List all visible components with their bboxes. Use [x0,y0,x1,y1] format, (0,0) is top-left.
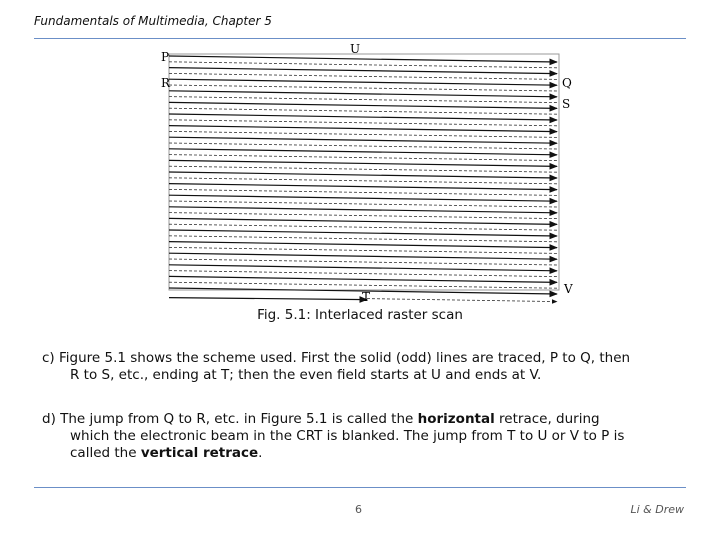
figure-caption: Fig. 5.1: Interlaced raster scan [257,307,463,323]
even-field-scan-line [169,236,557,242]
odd-field-scan-line [169,137,557,143]
scan-lines-group [169,56,557,302]
odd-field-scan-line [169,265,557,271]
odd-field-scan-line [169,172,557,178]
even-field-scan-line [169,131,557,137]
paragraph-c [42,350,682,384]
even-field-scan-line [169,166,557,172]
even-field-scan-line [169,259,557,265]
interlaced-raster-scan-figure [155,40,585,305]
odd-field-scan-line [169,160,557,166]
odd-field-scan-line [169,149,557,155]
odd-field-scan-line [169,79,557,85]
paragraph-d-line-1 [42,411,682,428]
scan-line-to-v [367,299,557,302]
odd-field-scan-line [169,253,557,259]
label-t: T [362,290,371,304]
scan-line-to-t [169,298,367,300]
header-divider [34,38,686,39]
even-field-scan-line [169,97,557,103]
odd-field-scan-line [169,126,557,132]
label-r: R [161,76,171,90]
paragraph-d-term-vertical-retrace: vertical retrace [140,445,259,461]
label-v: V [564,282,573,296]
odd-field-scan-line [169,91,557,97]
raster-scan-diagram [155,40,585,305]
odd-field-scan-line [169,242,557,248]
paragraph-d-term-horizontal: horizontal [417,411,495,427]
footer-authors: Li & Drew [630,503,684,516]
footer-divider [34,487,686,488]
even-field-scan-line [169,201,557,207]
label-p: P [161,50,170,64]
paragraph-d-line-3 [42,445,682,462]
even-field-scan-line [169,213,557,219]
label-s: S [562,97,571,111]
label-u: U [350,42,361,56]
odd-field-scan-line [169,102,557,108]
paragraph-d-line-3-text: called the [70,445,141,461]
even-field-scan-line [169,189,557,195]
odd-field-scan-line [169,230,557,236]
paragraph-d-line-1-end: retrace, during [494,411,600,427]
paragraph-c-line-1: c) Figure 5.1 shows the scheme used. First the solid (odd) lines are traced, P to Q, then [42,350,631,366]
even-field-scan-line [169,271,557,277]
even-field-scan-line [169,120,557,126]
odd-field-scan-line [169,218,557,224]
paragraph-d [42,411,682,462]
paragraph-c-line-2: R to S, etc., ending at T; then the even field starts at U and ends at V. [70,367,542,383]
even-field-scan-line [169,247,557,253]
even-field-scan-line [169,73,557,79]
paragraph-d-line-1-text: d) The jump from Q to R, etc. in Figure 5.1 is called the [42,411,418,427]
odd-field-scan-line [169,114,557,120]
odd-field-scan-line [169,56,557,62]
odd-field-scan-line [169,195,557,201]
even-field-scan-line [169,143,557,149]
odd-field-scan-line [169,276,557,282]
odd-field-scan-line [169,184,557,190]
even-field-scan-line [169,62,557,68]
even-field-scan-line [169,108,557,114]
slide-header-title: Fundamentals of Multimedia, Chapter 5 [34,14,272,28]
even-field-scan-line [169,85,557,91]
even-field-scan-line [169,155,557,161]
odd-field-scan-line [169,68,557,74]
even-field-scan-line [169,178,557,184]
odd-field-scan-line [169,207,557,213]
page-number: 6 [355,503,362,516]
even-field-scan-line [169,224,557,230]
even-field-scan-line [169,282,557,288]
paragraph-d-line-3-end: . [258,445,263,461]
paragraph-d-line-2: which the electronic beam in the CRT is blanked. The jump from T to U or V to P is [70,428,625,444]
label-q: Q [562,76,572,90]
